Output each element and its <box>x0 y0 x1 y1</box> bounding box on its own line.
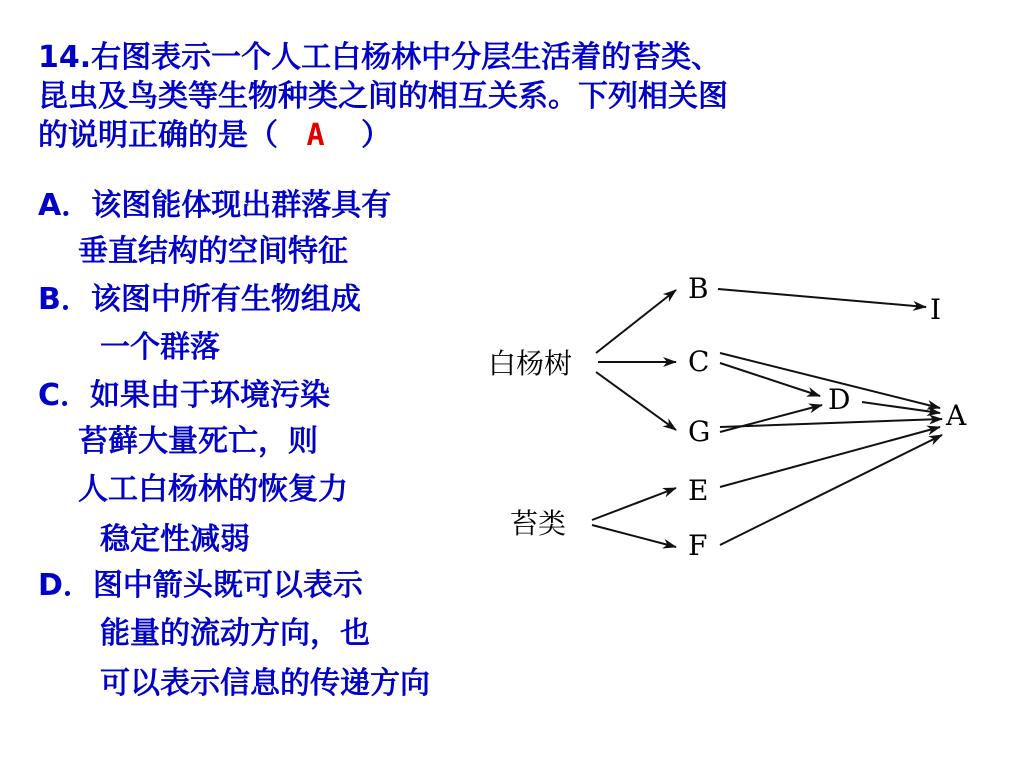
node-e: E <box>688 474 709 507</box>
arrow-f-to-a <box>720 435 942 545</box>
arrow-poplar-to-g <box>596 372 676 430</box>
option-d-line-1: D．图中箭头既可以表示 <box>38 568 363 603</box>
question-line-3-prefix: 的说明正确的是（ <box>38 118 278 153</box>
arrow-c-to-d <box>720 363 820 396</box>
arrow-moss-to-e <box>592 488 676 520</box>
node-i: I <box>930 293 942 326</box>
arrow-moss-to-f <box>592 525 676 547</box>
option-c-line-4: 稳定性减弱 <box>100 522 250 557</box>
node-b: B <box>688 272 709 305</box>
arrow-e-to-a <box>720 427 940 487</box>
arrow-g-to-d <box>720 405 822 432</box>
question-stem <box>38 38 728 155</box>
answer-mark: A <box>306 118 325 153</box>
node-g: G <box>688 415 711 448</box>
node-poplar: 白杨树 <box>488 347 573 380</box>
question-line-3 <box>38 116 728 155</box>
option-d-line-3: 可以表示信息的传递方向 <box>100 666 430 701</box>
question-line-1: 14.右图表示一个人工白杨林中分层生活着的苔类、 <box>38 40 722 75</box>
node-f: F <box>688 529 708 562</box>
arrow-poplar-to-b <box>596 290 676 353</box>
question-line-3-suffix: ） <box>360 118 391 153</box>
option-b-line-2: 一个群落 <box>100 330 220 365</box>
option-c-line-1: C．如果由于环境污染 <box>38 378 331 413</box>
node-d: D <box>828 383 851 416</box>
option-a-line-1: A．该图能体现出群落具有 <box>38 188 392 223</box>
food-web-diagram <box>470 255 990 575</box>
arrow-b-to-i <box>718 289 926 307</box>
arrow-d-to-a <box>862 402 940 413</box>
question-line-2: 昆虫及鸟类等生物种类之间的相互关系。下列相关图 <box>38 79 728 114</box>
option-b-line-1: B．该图中所有生物组成 <box>38 282 361 317</box>
option-c-line-3: 人工白杨林的恢复力 <box>78 472 348 507</box>
option-a-line-2: 垂直结构的空间特征 <box>78 234 348 269</box>
option-c-line-2: 苔藓大量死亡，则 <box>78 424 318 459</box>
node-a: A <box>946 399 967 432</box>
node-c: C <box>688 345 710 378</box>
option-d-line-2: 能量的流动方向，也 <box>100 616 370 651</box>
node-moss: 苔类 <box>510 507 567 540</box>
